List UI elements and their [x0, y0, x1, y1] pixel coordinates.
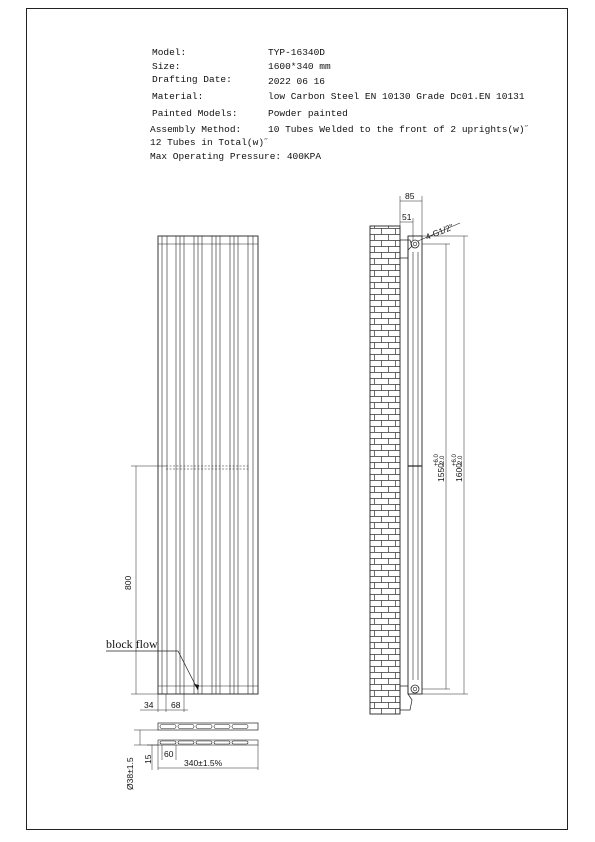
dim-800: 800	[123, 575, 133, 590]
front-outline	[158, 236, 258, 694]
dim-width: 340±1.5%	[184, 758, 223, 768]
dim-51: 51	[402, 212, 412, 222]
spec-tubes-total: 12 Tubes in Total(w)˝	[150, 137, 270, 148]
spec-size-label: Size:	[152, 61, 181, 72]
spec-painted-value: Powder painted	[268, 108, 348, 119]
dim-1550: 1550	[436, 463, 446, 482]
dim-60: 60	[164, 749, 174, 759]
dim-34: 34	[144, 700, 154, 710]
spec-date-value: 2022 06 16	[268, 76, 326, 87]
dim-1600: 1600	[454, 463, 464, 482]
side-view	[370, 191, 468, 714]
tol-1550-upper: +6.0	[434, 454, 440, 466]
tol-1550-lower: -2.0	[440, 455, 446, 466]
spec-model-label: Model:	[152, 47, 187, 58]
radiator-side	[408, 236, 422, 694]
brick-wall	[370, 226, 400, 714]
dim-tube: Ø38±1.5	[125, 757, 135, 790]
connection-label: 4-G1/2"	[424, 221, 455, 242]
spec-painted-label: Painted Models:	[152, 108, 238, 119]
spec-assembly-value: 10 Tubes Welded to the front of 2 uprights(w)˝	[268, 124, 531, 135]
spec-material-label: Material:	[152, 91, 204, 102]
spec-model-value: TYP-16340D	[268, 47, 326, 58]
spec-size-value: 1600*340 mm	[268, 61, 331, 72]
tol-1600-lower: -2.0	[458, 455, 464, 466]
dim-15: 15	[143, 754, 153, 764]
spec-material-value: low Carbon Steel EN 10130 Grade Dc01.EN 10131	[268, 91, 525, 102]
block-flow-label: block flow	[106, 637, 158, 651]
spec-pressure: Max Operating Pressure: 400KPA	[150, 151, 322, 162]
front-view	[106, 236, 258, 712]
spec-date-label: Drafting Date:	[152, 74, 232, 85]
dim-68: 68	[171, 700, 181, 710]
tube-group	[162, 236, 253, 694]
spec-assembly-label: Assembly Method:	[150, 124, 242, 135]
plan-view	[125, 723, 258, 790]
tol-1600-upper: +6.0	[452, 454, 458, 466]
dim-85: 85	[405, 191, 415, 201]
